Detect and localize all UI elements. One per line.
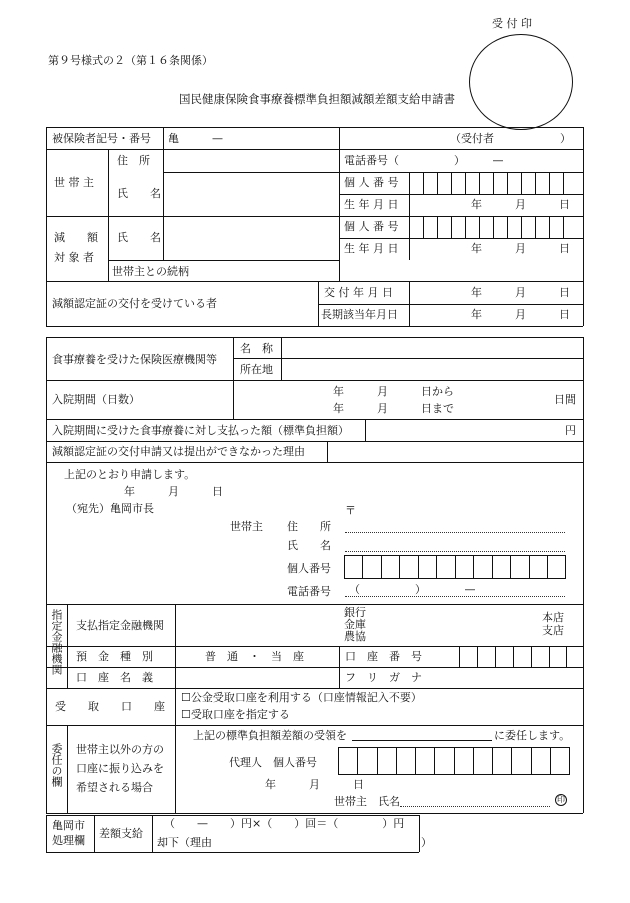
period-label: 入院期間（日数） [52,393,140,406]
bank-type-kinko: 金庫 [344,618,366,631]
apply-zip: 〒 [345,504,356,517]
cert-issue-ymd: 年 月 日 [471,286,570,299]
apply-phone-format: （ ） — [349,583,476,596]
delegate-desc-1: 世帯主以外の方の [76,743,164,756]
delegate-text-2: に委任します。 [494,729,571,742]
head-label: 世 帯 主 [54,176,94,189]
stamp-circle [469,34,573,130]
account-holder-label: 口 座 名 義 [76,671,153,684]
cert-label: 減額認定証の交付を受けている者 [52,297,217,310]
period-to: 年 月 日まで [333,402,454,415]
account-number-label: 口 座 番 号 [345,650,422,663]
account-type-value[interactable]: 普 通 ・ 当 座 [205,650,304,663]
target-dob-label: 生 年 月 日 [344,242,399,255]
period-from: 年 月 日から [333,385,454,398]
seal-mark: 印 [557,795,565,804]
bank-head-office: 本店 [542,611,564,624]
bank-type-nokyo: 農協 [344,630,366,643]
apply-phone-label: 電話番号 [287,585,331,598]
head-mynum-label: 個 人 番 号 [344,176,399,189]
paid-yen: 円 [565,424,576,437]
hospital-name-label: 名 称 [240,342,273,355]
office-label-1: 亀岡市 [52,819,85,832]
form-number: 第９号様式の２（第１６条関係） [48,54,213,67]
form-title: 国民健康保険食事療養標準負担額減額差額支給申請書 [179,92,455,106]
receiver-label: （受付者 ） [450,132,571,145]
account-kana-label: フ リ ガ ナ [345,671,422,684]
paid-label: 入院期間に受けた食事療養に対し支払った額（標準負担額） [52,424,349,437]
bank-side-label: 指定金融機関 [50,609,63,675]
apply-date: 年 月 日 [124,485,223,498]
office-diff-label: 差額支給 [99,827,143,840]
cert-issue-label: 交 付 年 月 日 [324,286,393,299]
insured-number-value[interactable]: 亀 — [168,132,223,145]
apply-address-label: 住 所 [287,520,331,533]
receive-option-public[interactable]: ☐公金受取口座を利用する（口座情報記入不要） [181,691,422,704]
apply-mynum-label: 個人番号 [287,562,331,575]
receive-account-label: 受 取 口 座 [55,700,165,713]
office-calc: （ — ）円×（ ）回＝（ ）円 [164,817,405,830]
target-dob-ymd: 年 月 日 [471,242,570,255]
period-days: 日間 [554,393,576,406]
bank-branch: 支店 [542,624,564,637]
office-label-2: 処理欄 [52,834,85,847]
hospital-label: 食事療養を受けた保険医療機関等 [52,353,217,366]
delegate-text-1: 上記の標準負担額差額の受領を [193,729,347,742]
apply-name-label: 氏 名 [287,539,331,552]
apply-head-label: 世帯主 [230,520,263,533]
delegate-side-label: 委任の欄 [50,743,63,787]
delegate-sign-label: 世帯主 氏名 [334,795,400,808]
cert-long-ymd: 年 月 日 [471,308,570,321]
office-reject: 却下（理由 ） [157,836,432,849]
account-type-label: 預 金 種 別 [76,650,153,663]
stamp-label: 受 付 印 [492,17,532,30]
delegate-desc-2: 口座に振り込みを [76,762,164,775]
insured-number-label: 被保険者記号・番号 [52,132,151,145]
reason-label: 減額認定証の交付申請又は提出ができなかった理由 [52,445,305,458]
target-label-1: 減 額 [54,231,98,244]
head-name-label: 氏 名 [117,187,161,200]
delegate-agent-label: 代理人 個人番号 [229,756,317,769]
cert-long-label: 長期該当年月日 [321,308,398,321]
head-dob-ymd: 年 月 日 [471,198,570,211]
bank-institution-label: 支払指定金融機関 [76,619,164,632]
head-phone-label: 電話番号（ ） — [344,154,504,167]
delegate-date: 年 月 日 [265,778,364,791]
target-mynum-label: 個 人 番 号 [344,220,399,233]
receive-option-specify[interactable]: ☐受取口座を指定する [181,708,290,721]
apply-addressee: （宛先）亀岡市長 [66,502,154,515]
head-dob-label: 生 年 月 日 [344,198,399,211]
target-label-2: 対 象 者 [54,251,94,264]
bank-type-bank: 銀行 [344,606,366,619]
delegate-desc-3: 希望される場合 [76,781,153,794]
head-address-label: 住 所 [117,154,150,167]
hospital-location-label: 所在地 [240,363,273,376]
target-relation-label: 世帯主との続柄 [112,265,189,278]
target-name-label: 氏 名 [117,231,161,244]
apply-text: 上記のとおり申請します。 [64,468,196,481]
